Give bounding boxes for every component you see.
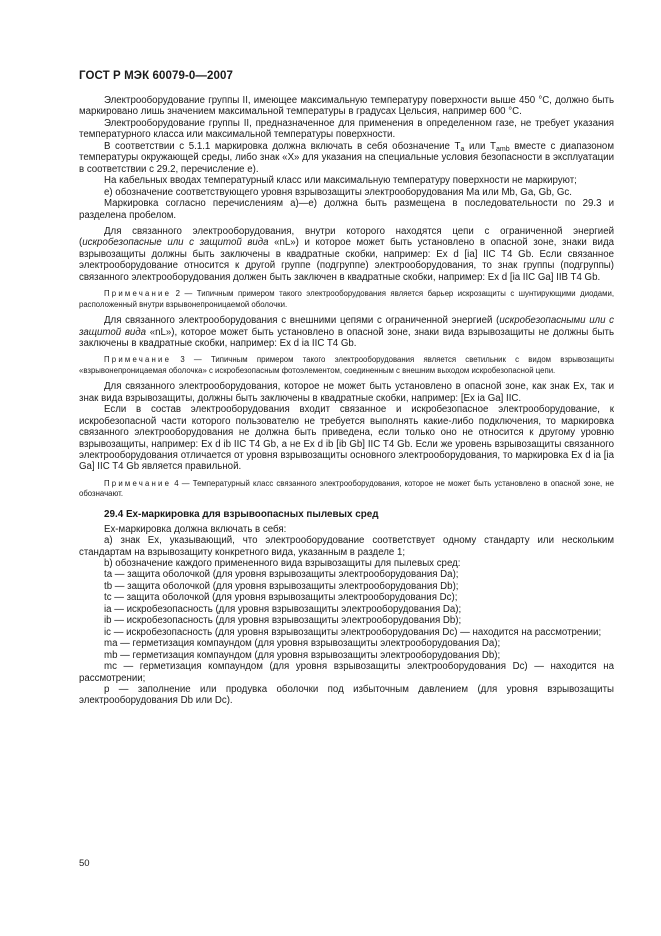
paragraph-marking-order: Маркировка согласно перечислениям а)—е) должна быть размещена в последовательности по 29.3 и разделена пробелом. bbox=[79, 198, 614, 221]
list-item: ma — герметизация компаундом (для уровня взрывозащиты электрооборудования Da); bbox=[104, 638, 501, 650]
list-item: mb — герметизация компаундом (для уровня взрывозащиты электрооборудования Db); bbox=[104, 649, 501, 661]
document-header: ГОСТ Р МЭК 60079-0—2007 bbox=[79, 70, 233, 82]
list-item: ta — защита оболочкой (для уровня взрывозащиты электрооборудования Da); bbox=[104, 569, 459, 581]
list-item: mc — герметизация компаундом (для уровня взрывозащиты электрооборудования Dc) — находится на рассмотрении; bbox=[79, 661, 614, 684]
list-item: tc — защита оболочкой (для уровня взрывозащиты электрооборудования Dc); bbox=[104, 592, 458, 604]
list-item: а) знак Ex, указывающий, что электрооборудование соответствует одному стандарту или нескольким стандартам на взрывозащиту конкретного вида, указанным в разделе 1; bbox=[79, 535, 614, 558]
paragraph-non-hazardous-area: Для связанного электрооборудования, которое не может быть установлено в опасной зоне, как знак Ex, так и знак вида взрывозащиты, должны быть заключены в квадратные скобки, например: [Ex ia Ga] IIC. bbox=[79, 381, 614, 404]
list-item: p — заполнение или продувка оболочки под избыточным давлением (для уровня взрывозащиты электрооборудования Db или Dc). bbox=[79, 684, 614, 707]
paragraph-associated-internal: Для связанного электрооборудования, внутри которого находятся цепи с ограниченной энергией (искробезопасные или с защитой вида «nL») и которое может быть установлено в опасной зоне, знаки вида взрывозащиты должны быть заключены в квадратные скобки, например: Ex d [ia] IIC T4 Gb. Если связанное электрооборудование относится к другой группе (подгруппе) электрооборудования, то знак группы (подгруппы) связанного электрооборудования должен быть заключен в квадратные скобки, например: Ex d [ia IIC Ga] IIB T4 Gb. bbox=[79, 225, 615, 283]
note-4: Примечание 4 — Температурный класс связанного электрооборудования, которое не может быть установлено в опасной зоне, не обозначают. bbox=[79, 478, 614, 499]
section-heading: 29.4 Ex-маркировка для взрывоопасных пылевых сред bbox=[104, 508, 379, 520]
list-item: ic — искробезопасность (для уровня взрывозащиты электрооборудования Dc) — находится на рассмотрении; bbox=[104, 626, 602, 638]
note-2: Примечание 2 — Типичным примером такого электрооборудования является барьер искрозащиты с шунтирующими диодами, расположенный внутри взрывонепроницаемой оболочки. bbox=[79, 289, 614, 309]
paragraph-group-ii-high-temp: Электрооборудование группы II, имеющее максимальную температуру поверхности выше 450 °С, должно быть маркировано лишь значением максимальной температуры в градусах Цельсия, например 600 °С. bbox=[79, 95, 614, 118]
note-3: Примечание 3 — Типичным примером такого электрооборудования является светильник с видом взрывозащиты «взрывонепроницаемая оболочка» с искробезопасным фотоэлементом, соединенным с внешним выходом искробезопасной цепи. bbox=[79, 355, 614, 375]
page-number: 50 bbox=[79, 858, 90, 869]
paragraph-combined-equipment: Если в состав электрооборудования входит связанное и искробезопасное электрооборудование, к искробезопасной части которого пользователю не требуется выполнять какие-либо подключения, то маркировка связанного электрооборудования не должна быть приведена, если только оно не относится к другому уровню взрывозащиты, например: Ex d ib IIC T4 Gb, а не Ex d ib [ib Gb] IIC T4 Gb. Если же уровень взрывозащиты связанного электрооборудования отличается от уровня взрывозащиты основного электрооборудования, то маркировка Ex d ia [ia Ga] IIC T4 Gb является правильной. bbox=[79, 404, 614, 473]
note-label: Примечание bbox=[104, 355, 172, 365]
paragraph-ambient-temp: В соответствии с 5.1.1 маркировка должна включать в себя обозначение $T_a$ или $T_{amb}$ вместе с диапазоном температуры окружающей среды, либо знак «X» для указания на специальные условия безопасности в эксплуатации в соответствии с 29.2, перечисление е). bbox=[79, 140, 614, 175]
section-item-list bbox=[79, 535, 614, 707]
paragraph-item-e: е) обозначение соответствующего уровня взрывозащиты электрооборудования Ma или Mb, Ga, Gb, Gc. bbox=[104, 186, 572, 198]
document-body bbox=[79, 95, 614, 707]
note-label: Примечание bbox=[104, 478, 172, 488]
list-item: tb — защита оболочкой (для уровня взрывозащиты электрооборудования Db); bbox=[104, 580, 459, 592]
note-label: Примечание bbox=[104, 289, 172, 299]
list-item: ia — искробезопасность (для уровня взрывозащиты электрооборудования Da); bbox=[104, 603, 462, 615]
list-item: b) обозначение каждого примененного вида взрывозащиты для пылевых сред: bbox=[104, 558, 461, 570]
paragraph-group-ii-gas: Электрооборудование группы II, предназначенное для применения в определенном газе, не требует указания температурного класса или максимальной температуры поверхности. bbox=[79, 117, 614, 141]
section-intro: Ex-маркировка должна включать в себя: bbox=[104, 523, 287, 535]
paragraph-associated-external: Для связанного электрооборудования с внешними цепями с ограниченной энергией (искробезопасными или с защитой вида «nL»), которое может быть установлено в опасной зоне, знаки вида взрывозащиты не должны быть заключены в квадратные скобки, например: Ex d ia IIC T4 Gb. bbox=[79, 315, 615, 349]
list-item: ib — искробезопасность (для уровня взрывозащиты электрооборудования Db); bbox=[104, 615, 462, 627]
paragraph-cable-entries: На кабельных вводах температурный класс или максимальную температуру поверхности не маркируют; bbox=[104, 175, 577, 187]
